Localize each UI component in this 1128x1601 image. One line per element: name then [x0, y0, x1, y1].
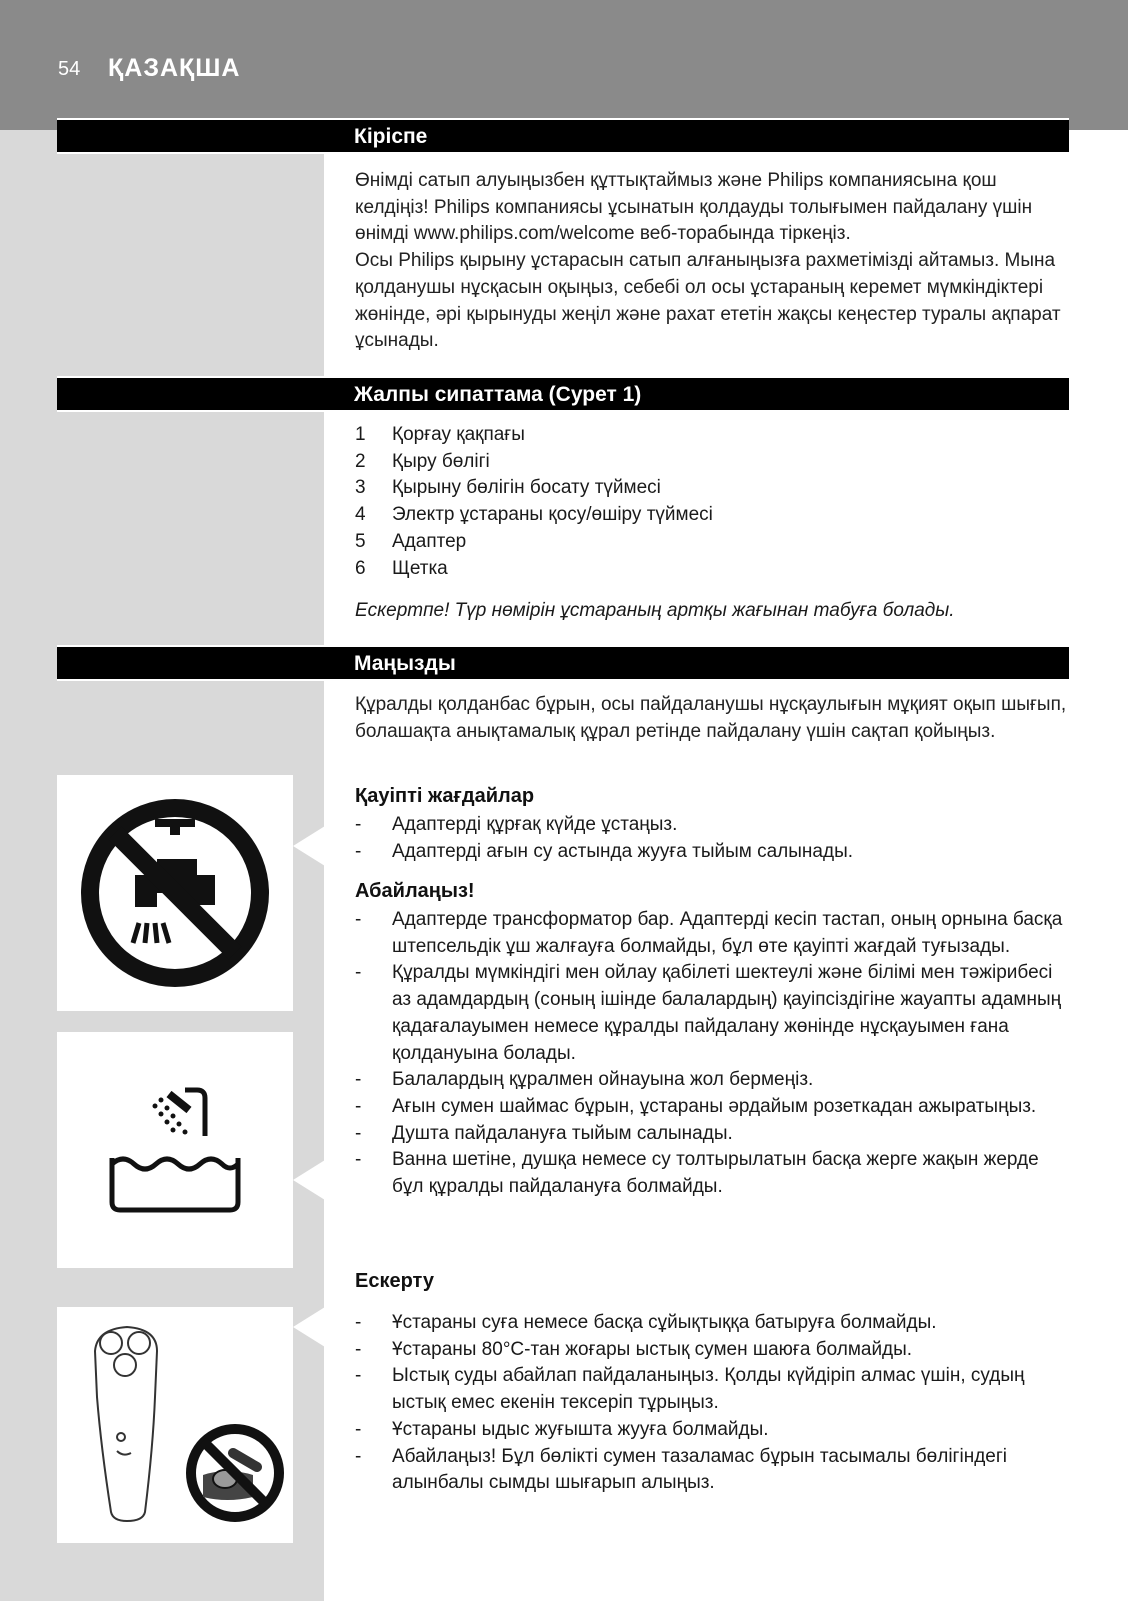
list-item: 6 Щетка [355, 557, 448, 579]
illustration-pointer [293, 1307, 325, 1347]
intro-paragraph: Өнімді сатып алуыңызбен құттықтаймыз және Philips компаниясына қош келдіңіз! Philips компаниясы ұсынатын қолдауды толығымен пайдалану үшін өнімді www.philips.com/welcome веб-торабында тіркеңіз. [355, 170, 1033, 245]
list-item: - Адаптерде трансформатор бар. Адаптерді кесіп тастап, оның орнына басқа штепсельдік ұш жалғауға болмайды, бұл өте қауіпті жағдай туғызады. [355, 909, 1063, 957]
list-item: 2 Қыру бөлігі [355, 450, 490, 472]
section-general-heading: Жалпы сипаттама (Сурет 1) [354, 383, 642, 406]
list-item: - Ыстық суды абайлап пайдаланыңыз. Қолды күйдіріп алмас үшін, судың ыстық емес екенін тексеріп тұрыңыз. [355, 1365, 1025, 1414]
shower-bath-icon [57, 1032, 293, 1268]
danger-title: Қауіпті жағдайлар [355, 785, 535, 807]
no-water-tap-illustration [57, 775, 293, 1011]
warning-title: Абайлаңыз! [355, 880, 475, 902]
section-important-heading: Маңызды [354, 652, 456, 675]
illustration-pointer [293, 826, 325, 866]
list-item: - Адаптерді құрғақ күйде ұстаңыз. [355, 814, 678, 835]
intro-paragraph: Осы Philips қырыну ұстарасын сатып алғаныңызға рахметімізді айтамыз. Мына қолданушы нұсқасын оқыңыз, себебі ол осы ұстараның керемет мүмкіндіктері жөнінде, әрі қырынуды жеңіл және рахат ететін жақсы кеңестер туралы ақпарат ұсынады. [355, 250, 1061, 352]
parts-list [355, 422, 1075, 582]
shaver-no-dishwasher-icon [57, 1307, 293, 1543]
list-item: - Ванна шетіне, душқа немесе су толтырылатын басқа жерге жақын жерде бұл құралды пайдалануға болмайды. [355, 1149, 1039, 1198]
list-item: 3 Қырыну бөлігін босату түймесі [355, 477, 661, 499]
shower-bath-illustration [57, 1032, 293, 1268]
caution-list [355, 1310, 1075, 1497]
section-intro-heading: Кіріспе [354, 125, 428, 148]
caution-title: Ескерту [355, 1270, 434, 1292]
list-item: - Құралды мүмкіндігі мен ойлау қабілеті шектеулі және білімі мен тәжірибесі аз адамдардың (соның ішінде балалардың) қауіпсіздігіне жауапты адамның қадағалауымен немесе құралды пайдалану жөнінде нұсқауымен ғана қолдануына болады. [355, 962, 1062, 1064]
list-item: 1 Қорғау қақпағы [355, 424, 525, 445]
list-item: - Душта пайдалануға тыйым салынады. [355, 1122, 733, 1144]
page-number: 54 [58, 58, 81, 80]
list-item: - Ұстараны 80°C-тан жоғары ыстық сумен шаюға болмайды. [355, 1338, 913, 1360]
list-item: - Абайлаңыз! Бұл бөлікті сумен тазаламас бұрын тасымалы бөлігіндегі алынбалы сымды шығарып алыңыз. [355, 1445, 1008, 1494]
list-item: 4 Электр ұстараны қосу/өшіру түймесі [355, 504, 713, 526]
list-item: - Ағын сумен шаймас бұрын, ұстараны әрдайым розеткадан ажыратыңыз. [355, 1095, 1037, 1117]
list-item: - Балалардың құралмен ойнауына жол бермеңіз. [355, 1069, 814, 1091]
no-water-tap-icon [57, 775, 293, 1011]
section-important-bar [57, 645, 1069, 681]
warning-list [355, 907, 1075, 1201]
list-item: - Адаптерді ағын су астында жууға тыйым салынады. [355, 840, 854, 862]
important-intro: Құралды қолданбас бұрын, осы пайдаланушы нұсқаулығын мұқият оқып шығып, болашақта анықтамалық құрал ретінде пайдалану үшін сақтап қойыңыз. [355, 694, 1067, 742]
illustration-pointer [293, 1160, 325, 1200]
list-item: 5 Адаптер [355, 530, 467, 552]
page-language-title: ҚАЗАҚША [108, 54, 241, 82]
list-item: - Ұстараны суға немесе басқа сұйықтыққа батыруға болмайды. [355, 1312, 937, 1333]
section-intro-bar [57, 118, 1069, 154]
intro-text [355, 168, 1075, 355]
section-general-bar [57, 376, 1069, 412]
danger-list [355, 812, 1075, 865]
shaver-no-dishwasher-illustration [57, 1307, 293, 1543]
model-number-note: Ескертпе! Түр нөмірін ұстараның артқы жағынан табуға болады. [355, 600, 955, 621]
list-item: - Ұстараны ыдыс жуғышта жууға болмайды. [355, 1418, 769, 1440]
